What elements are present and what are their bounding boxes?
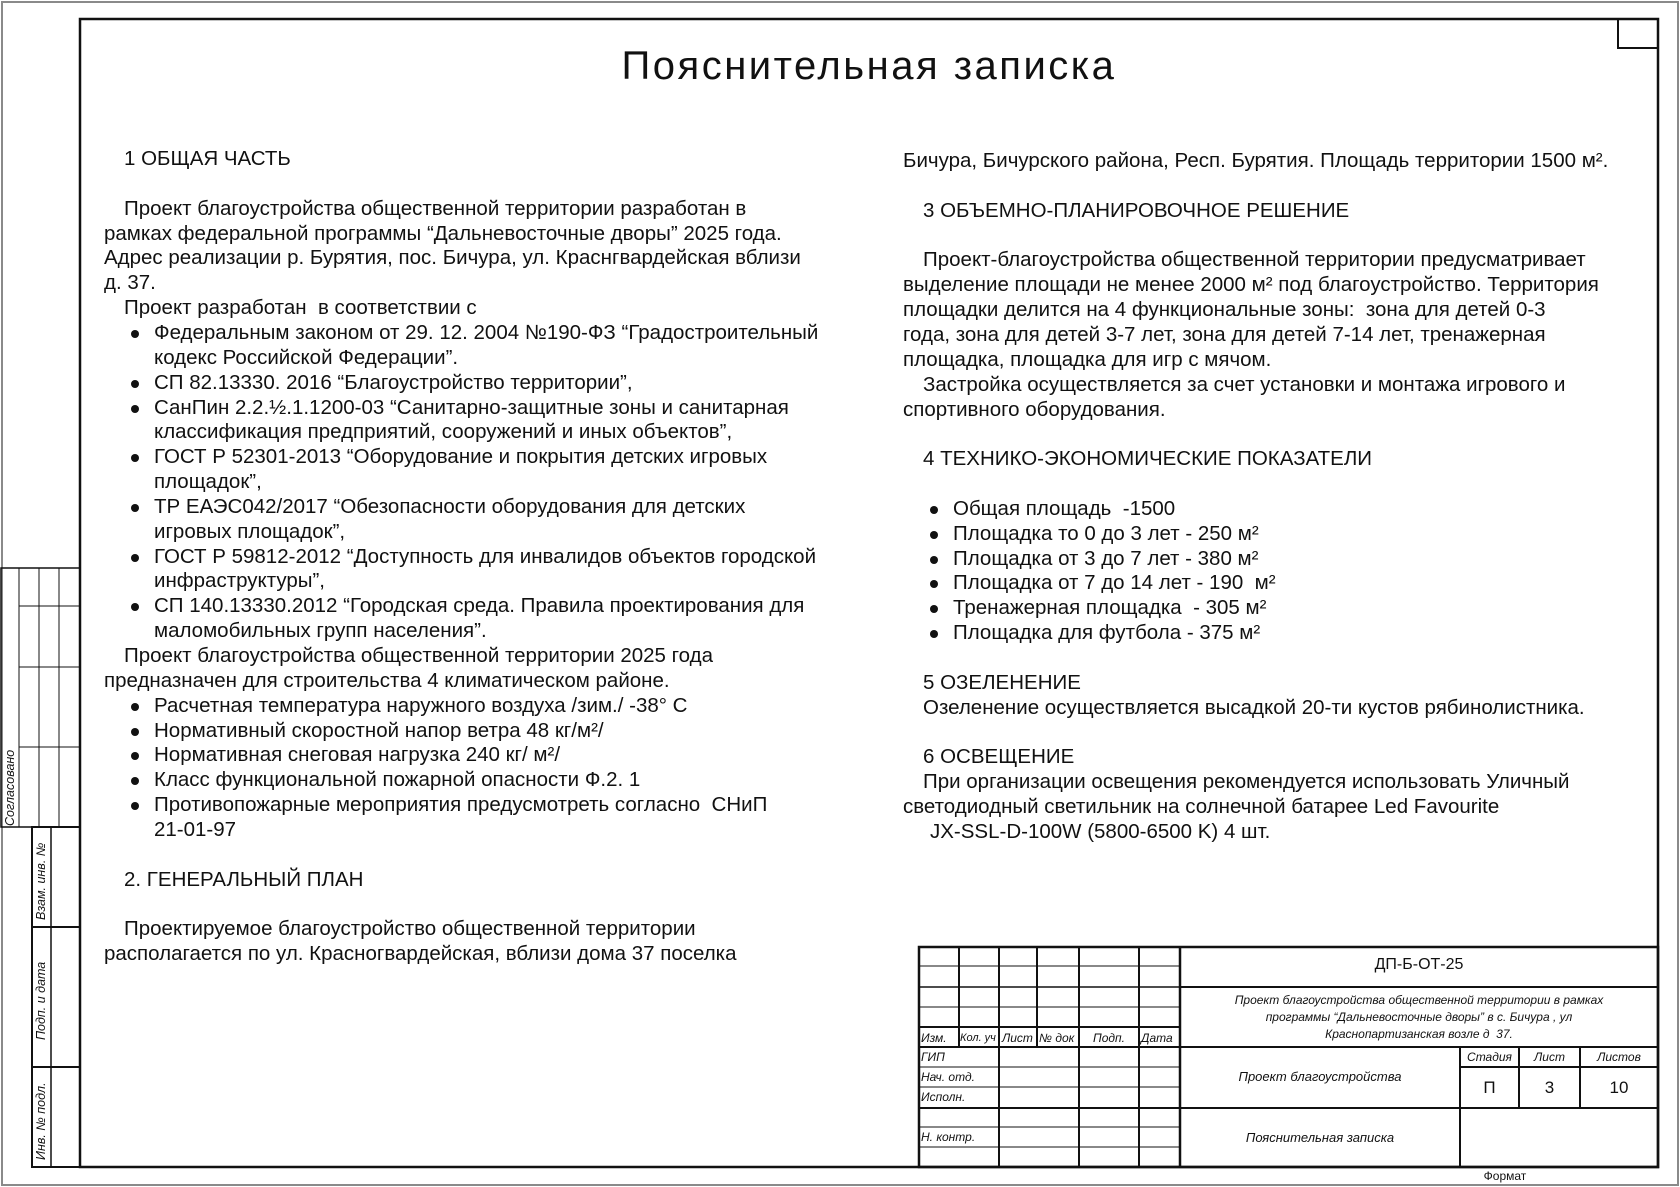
stamp-project-name: Проект благоустройства <box>1238 1069 1402 1084</box>
stamp-header-signature: Подп. <box>1093 1031 1125 1045</box>
text-line: Адрес реализации р. Бурятия, пос. Бичура, ул. Краснгвардейская вблизи <box>104 246 801 270</box>
bullet-item: Федеральным законом от 29. 12. 2004 №190-ФЗ “Градостроительный <box>154 320 819 344</box>
stamp-header-date: Дата <box>1141 1031 1173 1045</box>
bullet-item: СП 140.13330.2012 “Городская среда. Правила проектирования для <box>154 594 805 618</box>
stamp-sheet-name: Пояснительная записка <box>1245 1130 1395 1145</box>
text-line: Проектируемое благоустройство общественной территории <box>124 917 696 941</box>
stamp-role-executor: Исполн. <box>921 1090 966 1104</box>
side-stamp-replace-inv: Взам. инв. № <box>34 842 48 920</box>
text-line: площадки делится на 4 функциональные зоны: зона для детей 0-3 <box>903 298 1546 322</box>
side-stamp-agreed: Согласовано <box>3 749 17 826</box>
section-heading: 2. ГЕНЕРАЛЬНЫЙ ПЛАН <box>124 867 364 891</box>
text-line: кодекс Российской Федерации”. <box>154 345 459 369</box>
text-line: Озеленение осуществляется высадкой 20-ти кустов рябинолистника. <box>923 695 1585 719</box>
stamp-header-sheet: Лист <box>1002 1031 1033 1045</box>
section-heading: 1 ОБЩАЯ ЧАСТЬ <box>124 147 291 170</box>
stamp-sheets-value: 10 <box>1609 1078 1629 1097</box>
bullet-item: Расчетная температура наружного воздуха /зим./ -38° С <box>154 693 688 717</box>
bullet-icon <box>131 728 139 736</box>
bullet-item: Общая площадь -1500 <box>953 496 1176 520</box>
text-line: выделение площади не менее 2000 м² под благоустройство. Территория <box>903 273 1599 297</box>
stamp-sheet-label: Лист <box>1534 1050 1565 1064</box>
stamp-header-count: Кол. уч <box>960 1032 996 1044</box>
text-line: Проект разработан в соответствии с <box>124 296 477 320</box>
bullet-item: ГОСТ Р 52301-2013 “Оборудование и покрытия детских игровых <box>154 445 768 469</box>
text-line: 21-01-97 <box>154 817 237 841</box>
text-line: классификация предприятий, сооружений и иных объектов”, <box>154 420 733 444</box>
section-heading: 3 ОБЪЕМНО-ПЛАНИРОВОЧНОЕ РЕШЕНИЕ <box>923 198 1350 222</box>
stamp-format-label: Формат <box>1483 1169 1527 1183</box>
bullet-item: Класс функциональной пожарной опасности Ф.2. 1 <box>154 768 641 792</box>
bullet-icon <box>131 703 139 711</box>
stamp-document-code: ДП-Б-ОТ-25 <box>1374 956 1464 973</box>
stamp-role-norm-control: Н. контр. <box>921 1130 976 1144</box>
stamp-header-doc-no: № док <box>1039 1031 1075 1045</box>
stamp-stage-label: Стадия <box>1467 1050 1512 1064</box>
bullet-item: Нормативный скоростной напор ветра 48 кг/м²/ <box>154 718 604 742</box>
bullet-item: Площадка от 3 до 7 лет - 380 м² <box>953 546 1259 570</box>
text-line: инфраструктуры”, <box>154 569 325 593</box>
text-line: Застройка осуществляется за счет установки и монтажа игрового и <box>923 372 1566 396</box>
bullet-icon <box>930 556 938 564</box>
bullet-item: Нормативная снеговая нагрузка 240 кг/ м²/ <box>154 743 561 767</box>
text-line: Проект благоустройства общественной территории 2025 года <box>124 644 713 667</box>
text-line: игровых площадок”, <box>154 519 346 543</box>
text-line: Бичура, Бичурского района, Респ. Бурятия. Площадь территории 1500 м². <box>903 149 1609 172</box>
text-line: JX-SSL-D-100W (5800-6500 K) 4 шт. <box>930 819 1271 843</box>
text-line: располагается по ул. Красногвардейская, вблизи дома 37 поселка <box>104 942 737 966</box>
stamp-header-change: Изм. <box>921 1031 947 1045</box>
bullet-item: Площадка для футбола - 375 м² <box>953 621 1261 645</box>
text-line: светодиодный светильник на солнечной батарее Led Favourite <box>903 795 1500 819</box>
bullet-icon <box>930 531 938 539</box>
text-line: площадка, площадка для игр с мячом. <box>903 347 1272 371</box>
bullet-item: СП 82.13330. 2016 “Благоустройство территории”, <box>154 370 633 394</box>
text-line: Проект благоустройства общественной территории разработан в <box>124 196 747 220</box>
bullet-icon <box>131 330 139 338</box>
section-heading: 5 ОЗЕЛЕНЕНИЕ <box>923 670 1081 694</box>
bullet-item: Площадка то 0 до 3 лет - 250 м² <box>953 521 1259 545</box>
stamp-role-dept-head: Нач. отд. <box>921 1070 975 1084</box>
bullet-item: Тренажерная площадка - 305 м² <box>953 596 1267 620</box>
stamp-sheets-label: Листов <box>1597 1050 1641 1064</box>
side-stamp-sign-date: Подп. и дата <box>34 961 48 1040</box>
text-line: площадок”, <box>154 470 262 494</box>
bullet-item: СанПин 2.2.½.1.1200-03 “Санитарно-защитные зоны и санитарная <box>154 395 789 419</box>
bullet-icon <box>930 506 938 514</box>
text-line: маломобильных групп населения”. <box>154 619 487 643</box>
stamp-sheet-value: 3 <box>1544 1078 1555 1097</box>
side-stamp-inv-orig: Инв. № подл. <box>34 1082 48 1160</box>
bullet-item: ГОСТ Р 59812-2012 “Доступность для инвалидов объектов городской <box>154 544 817 568</box>
bullet-item: Противопожарные мероприятия предусмотреть согласно СНиП <box>154 793 768 817</box>
text-line: спортивного оборудования. <box>903 397 1166 421</box>
bullet-icon <box>131 504 139 512</box>
text-line: рамках федеральной программы “Дальневосточные дворы” 2025 года. <box>104 221 782 245</box>
bullet-icon <box>131 554 139 562</box>
text-line: При организации освещения рекомендуется использовать Уличный <box>923 770 1570 794</box>
stamp-stage-value: П <box>1483 1078 1496 1097</box>
text-line: года, зона для детей 3-7 лет, зона для детей 7-14 лет, тренажерная <box>903 322 1546 346</box>
bullet-icon <box>131 380 139 388</box>
stamp-role-chief-engineer: ГИП <box>921 1050 945 1064</box>
section-heading: 4 ТЕХНИКО-ЭКОНОМИЧЕСКИЕ ПОКАЗАТЕЛИ <box>923 447 1373 471</box>
text-line: д. 37. <box>104 271 156 295</box>
page-title: Пояснительная записка <box>621 44 1117 88</box>
bullet-icon <box>131 405 139 413</box>
bullet-item: ТР ЕАЭС042/2017 “Обезопасности оборудования для детских <box>154 494 746 518</box>
bullet-item: Площадка от 7 до 14 лет - 190 м² <box>953 571 1276 595</box>
stamp-project-description: Проект благоустройства общественной территории в рамках программы “Дальневосточные дворы” в с. Бичура , ул Краснопартизанская возле д 37. <box>1234 993 1604 1041</box>
text-line: предназначен для строительства 4 климатическом районе. <box>104 668 670 692</box>
text-line: Проект-благоустройства общественной территории предусматривает <box>923 248 1586 272</box>
section-heading: 6 ОСВЕЩЕНИЕ <box>923 745 1075 769</box>
